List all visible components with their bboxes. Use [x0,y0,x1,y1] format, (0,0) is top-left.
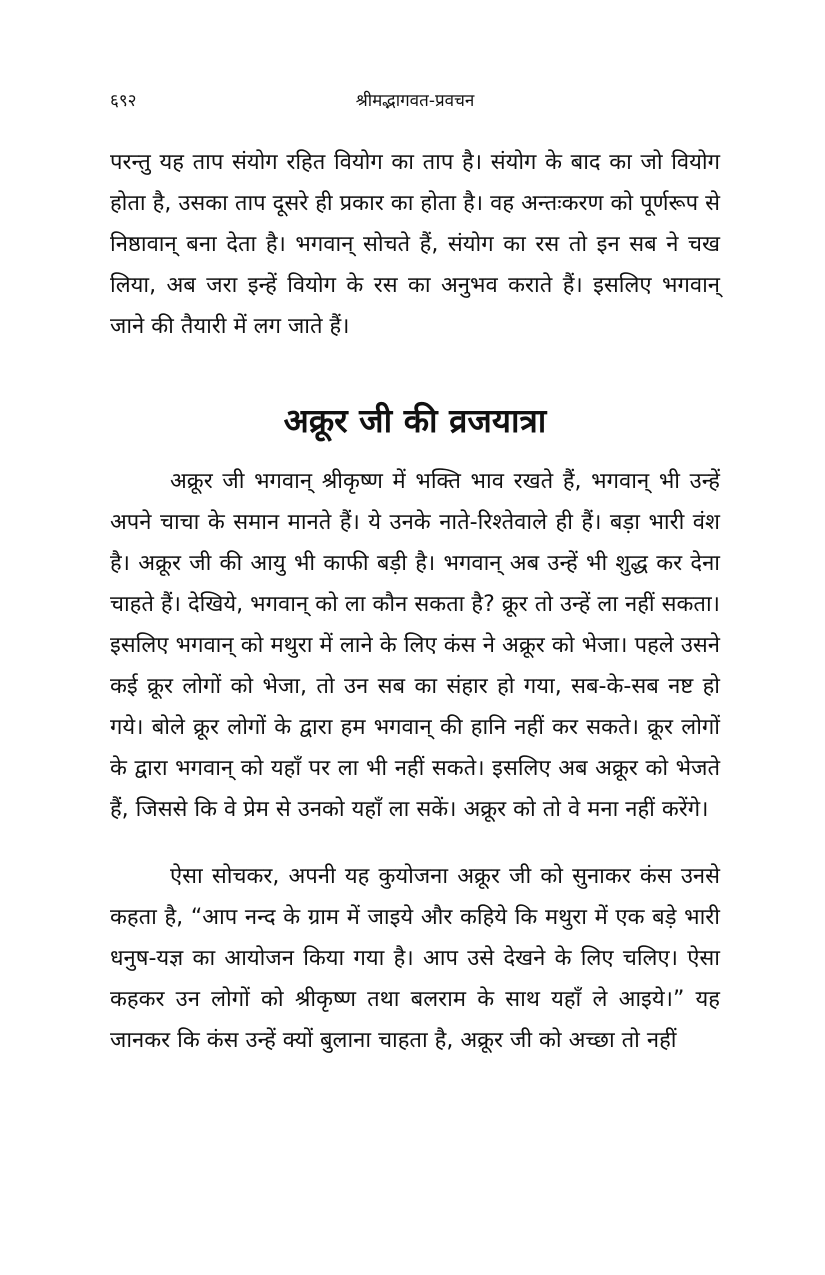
paragraph-1: परन्तु यह ताप संयोग रहित वियोग का ताप है। संयोग के बाद का जो वियोग होता है, उसका ताप दूसरे ही प्रकार का होता है। वह अन्तःकरण को पूर्णरूप से निष्ठावान् बना देता है। भगवान् सोचते हैं, संयोग का रस तो इन सब ने चख लिया, अब जरा इन्हें वियोग के रस का अनुभव कराते हैं। इसलिए भगवान् जाने की तैयारी में लग जाते हैं। [110,150,720,339]
running-title: श्रीमद्भागवत-प्रवचन [355,91,475,111]
page-header [110,80,720,120]
paragraph-2: अक्रूर जी भगवान् श्रीकृष्ण में भक्ति भाव रखते हैं, भगवान् भी उन्हें अपने चाचा के समान मानते हैं। ये उनके नाते-रिश्तेवाले ही हैं। बड़ा भारी वंश है। अक्रूर जी की आयु भी काफी बड़ी है। भगवान् अब उन्हें भी शुद्ध कर देना चाहते हैं। देखिये, भगवान् को ला कौन सकता है? क्रूर तो उन्हें ला नहीं सकता। इसलिए भगवान् को मथुरा में लाने के लिए कंस ने अक्रूर को भेजा। पहले उसने कई क्रूर लोगों को भेजा, तो उन सब का संहार हो गया, सब-के-सब नष्ट हो गये। बोले क्रूर लोगों के द्वारा हम भगवान् की हानि नहीं कर सकते। क्रूर लोगों के द्वारा भगवान् को यहाँ पर ला भी नहीं सकते। इसलिए अब अक्रूर को भेजते हैं, जिससे कि वे प्रेम से उनको यहाँ ला सकें। अक्रूर को तो वे मना नहीं करेंगे। [110,469,720,822]
section-heading: अक्रूर जी की व्रजयात्रा [283,401,547,440]
page-number: ६९२ [110,91,137,111]
paragraph-3: ऐसा सोचकर, अपनी यह कुयोजना अक्रूर जी को सुनाकर कंस उनसे कहता है, “आप नन्द के ग्राम में जाइये और कहिये कि मथुरा में एक बड़े भारी धनुष-यज्ञ का आयोजन किया गया है। आप उसे देखने के लिए चलिए। ऐसा कहकर उन लोगों को श्रीकृष्ण तथा बलराम के साथ यहाँ ले आइये।” यह जानकर कि कंस उन्हें क्यों बुलाना चाहता है, अक्रूर जी को अच्छा तो नहीं [110,864,720,1053]
book-page [110,80,720,1061]
